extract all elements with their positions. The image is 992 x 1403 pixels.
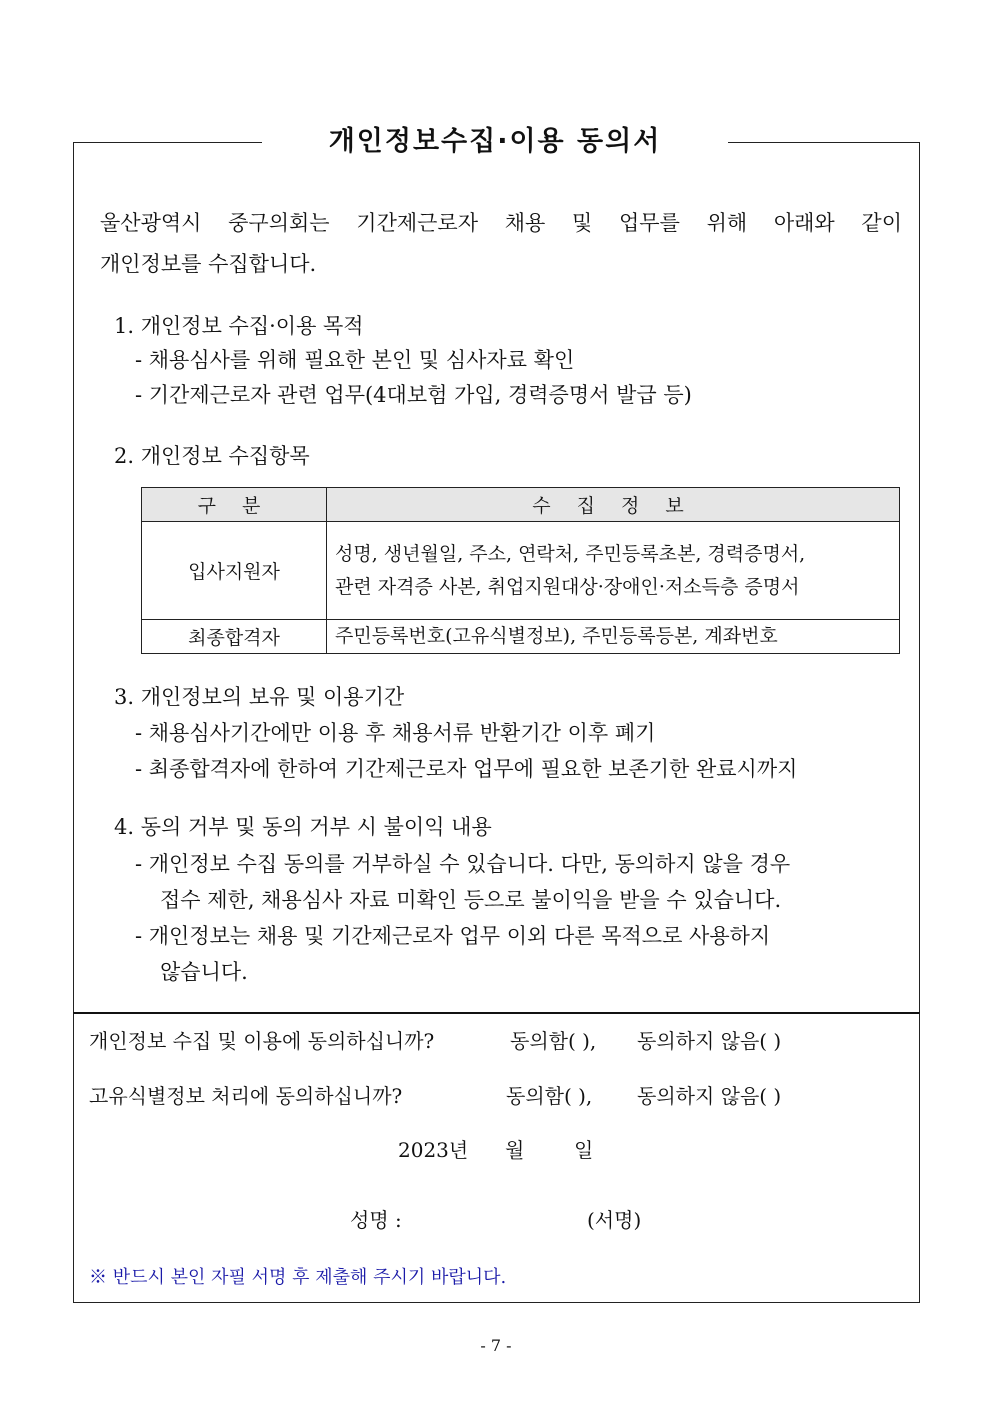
section-1-heading: 1. 개인정보 수집·이용 목적 — [114, 314, 364, 338]
section-4-item-1-line-2: 접수 제한, 채용심사 자료 미확인 등으로 불이익을 받을 수 있습니다. — [160, 888, 782, 912]
section-1-item-2: - 기간제근로자 관련 업무(4대보험 가입, 경력증명서 발급 등) — [135, 383, 692, 407]
table-row-value: 주민등록번호(고유식별정보), 주민등록등본, 계좌번호 — [327, 620, 900, 654]
table-header-category: 구 분 — [142, 488, 327, 522]
page-number: - 7 - — [480, 1336, 512, 1355]
section-1-item-1: - 채용심사를 위해 필요한 본인 및 심사자료 확인 — [135, 348, 575, 372]
section-4-item-2-line-1: - 개인정보는 채용 및 기간제근로자 업무 이외 다른 목적으로 사용하지 — [135, 924, 771, 948]
table-row — [142, 522, 900, 620]
table-header-row — [142, 488, 900, 522]
consent-2-disagree-checkbox[interactable]: 동의하지 않음( ) — [637, 1084, 782, 1108]
table-row-label: 입사지원자 — [142, 522, 327, 620]
section-3-heading: 3. 개인정보의 보유 및 이용기간 — [114, 685, 405, 709]
name-label: 성명 : — [350, 1208, 402, 1232]
table-row-value-line-1: 성명, 생년월일, 주소, 연락처, 주민등록초본, 경력증명서, — [335, 542, 806, 565]
consent-1-disagree-checkbox[interactable]: 동의하지 않음( ) — [637, 1029, 782, 1053]
date-month[interactable]: 월 — [505, 1138, 525, 1162]
table-header-info: 수 집 정 보 — [327, 488, 900, 522]
section-4-item-2-line-2: 않습니다. — [160, 960, 248, 984]
consent-question-2: 고유식별정보 처리에 동의하십니까? — [89, 1084, 403, 1108]
table-row-label: 최종합격자 — [142, 620, 327, 654]
consent-2-agree-checkbox[interactable]: 동의함( ), — [506, 1084, 593, 1108]
section-3-item-1: - 채용심사기간에만 이용 후 채용서류 반환기간 이후 폐기 — [135, 721, 656, 745]
section-4-heading: 4. 동의 거부 및 동의 거부 시 불이익 내용 — [114, 815, 492, 839]
signature-notice: ※ 반드시 본인 자필 서명 후 제출해 주시기 바랍니다. — [89, 1267, 507, 1288]
consent-question-1: 개인정보 수집 및 이용에 동의하십니까? — [89, 1029, 435, 1053]
document-title: 개인정보수집·이용 동의서 — [262, 122, 728, 162]
table-row-value-line-2: 관련 자격증 사본, 취업지원대상·장애인·저소득층 증명서 — [335, 575, 800, 598]
date-day[interactable]: 일 — [574, 1138, 594, 1162]
section-3-item-2: - 최종합격자에 한하여 기간제근로자 업무에 필요한 보존기한 완료시까지 — [135, 757, 798, 781]
intro-line-2: 개인정보를 수집합니다. — [100, 252, 317, 276]
date-year[interactable]: 2023년 — [398, 1138, 469, 1162]
table-row — [142, 620, 900, 654]
collection-items-table — [141, 487, 900, 654]
signature-label[interactable]: (서명) — [587, 1208, 642, 1232]
table-row-value — [327, 522, 900, 620]
intro-line-1: 울산광역시 중구의회는 기간제근로자 채용 및 업무를 위해 아래와 같이 — [100, 211, 902, 235]
section-2-heading: 2. 개인정보 수집항목 — [114, 444, 310, 468]
form-border-bottom — [73, 1012, 920, 1303]
section-4-item-1-line-1: - 개인정보 수집 동의를 거부하실 수 있습니다. 다만, 동의하지 않을 경우 — [135, 852, 791, 876]
consent-1-agree-checkbox[interactable]: 동의함( ), — [510, 1029, 597, 1053]
